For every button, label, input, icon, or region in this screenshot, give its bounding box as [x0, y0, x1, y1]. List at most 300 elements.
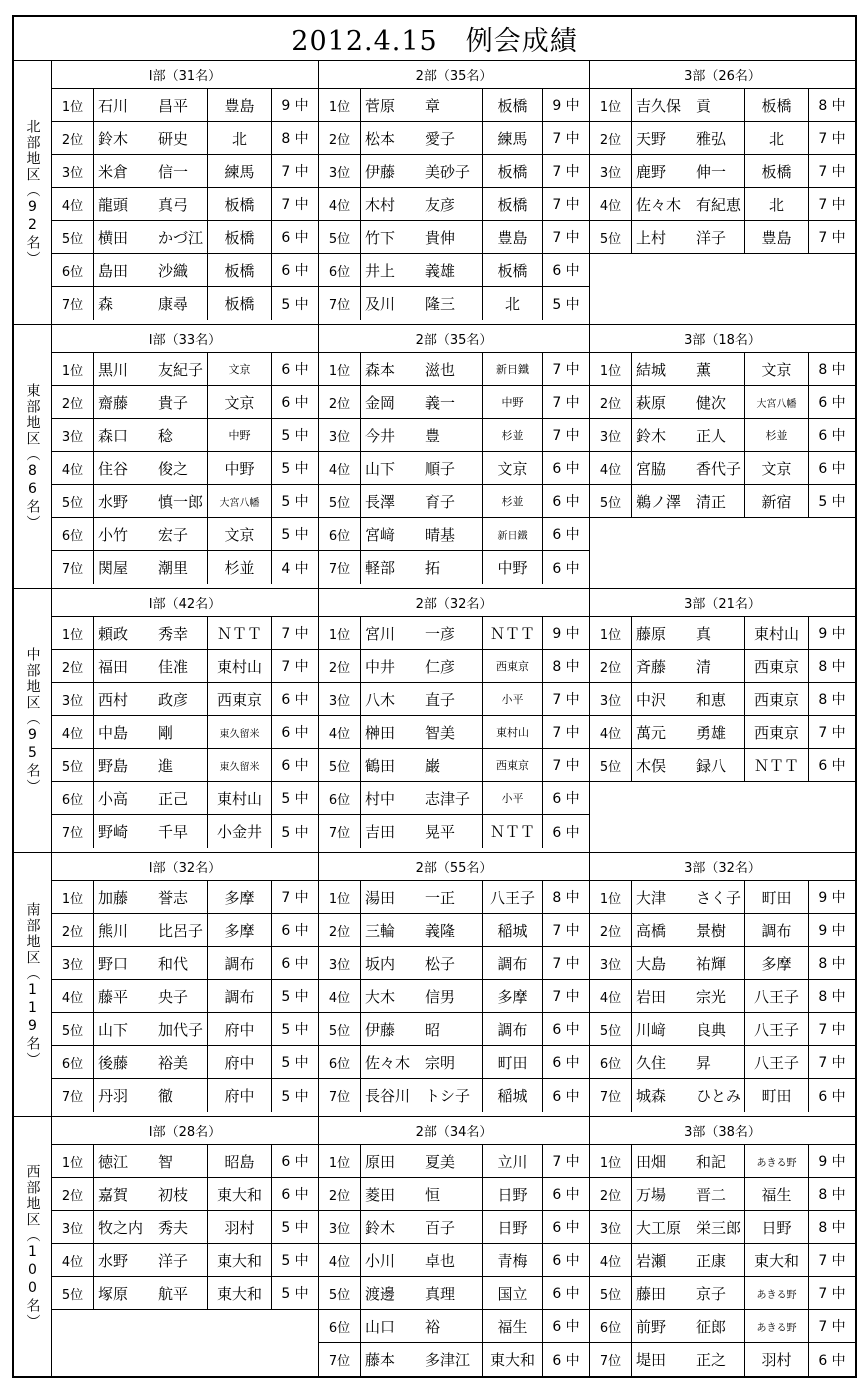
rank-cell: 2位 [590, 1178, 632, 1210]
score-cell: 6 中 [552, 494, 580, 510]
result-row [52, 518, 318, 551]
score-cell: 7 中 [281, 626, 309, 642]
score-cell: 7 中 [818, 131, 846, 147]
club-cell: 日野 [483, 1178, 543, 1210]
rank-cell: 5位 [319, 485, 361, 517]
rank-cell: 2位 [319, 122, 361, 154]
result-row [319, 353, 589, 386]
name-cell: 竹下 貴伸 [361, 221, 483, 253]
club-cell: 文京 [208, 386, 272, 418]
score-cell: 6 中 [552, 1286, 580, 1302]
rank-cell: 2位 [590, 386, 632, 418]
score-cell: 6 中 [552, 461, 580, 477]
division-1 [52, 589, 319, 852]
division-2 [319, 853, 590, 1116]
name-cell: 結城 薫 [632, 353, 745, 385]
result-row [319, 419, 589, 452]
score-cell: 5 中 [281, 1022, 309, 1038]
score-cell: 6 中 [818, 1352, 846, 1369]
score-cell: 8 中 [552, 890, 580, 906]
club-cell: 東大和 [208, 1178, 272, 1210]
division-header: 3部（38名） [590, 1117, 855, 1145]
score-cell: 5 中 [281, 1220, 309, 1236]
club-cell: 文京 [208, 518, 272, 550]
name-cell: 小川 卓也 [361, 1244, 483, 1276]
result-row [319, 947, 589, 980]
result-row [319, 815, 589, 848]
result-row [590, 1046, 855, 1079]
result-row [52, 1046, 318, 1079]
rank-cell: 1位 [590, 617, 632, 649]
rank-cell: 4位 [319, 980, 361, 1012]
rank-cell: 5位 [52, 1013, 94, 1045]
result-row [52, 617, 318, 650]
name-cell: 島田 沙織 [94, 254, 208, 286]
result-row [319, 1211, 589, 1244]
division-3 [590, 853, 855, 1116]
club-cell: 北 [745, 122, 809, 154]
name-cell: 熊川 比呂子 [94, 914, 208, 946]
name-cell: 佐々木 有紀恵 [632, 188, 745, 220]
result-row [319, 551, 589, 584]
result-row [590, 386, 855, 419]
club-cell: 西東京 [483, 749, 543, 781]
score-cell: 7 中 [281, 164, 309, 180]
division-header: 3部（18名） [590, 325, 855, 353]
rank-cell: 2位 [52, 1178, 94, 1210]
result-row [590, 1178, 855, 1211]
club-cell: あきる野 [745, 1310, 809, 1342]
club-cell: ＮＴＴ [745, 749, 809, 781]
rank-cell: 4位 [590, 452, 632, 484]
result-row [52, 1178, 318, 1211]
name-cell: 木俣 録八 [632, 749, 745, 781]
rank-cell: 3位 [319, 155, 361, 187]
rank-cell: 3位 [319, 1211, 361, 1243]
score-cell: 8 中 [818, 98, 846, 114]
rank-cell: 4位 [590, 188, 632, 220]
name-cell: 森 康尋 [94, 287, 208, 320]
rank-cell: 5位 [590, 1277, 632, 1309]
name-cell: 西村 政彦 [94, 683, 208, 715]
result-row [319, 89, 589, 122]
result-row [52, 881, 318, 914]
score-cell: 6 中 [818, 395, 846, 411]
score-cell: 6 中 [552, 1187, 580, 1203]
division-2 [319, 325, 590, 588]
score-cell: 6 中 [281, 758, 309, 774]
name-cell: 住谷 俊之 [94, 452, 208, 484]
division-3 [590, 61, 855, 324]
name-cell: 藤平 央子 [94, 980, 208, 1012]
region-label-text: 西部地区（100名） [24, 1163, 41, 1330]
club-cell: 豊島 [208, 89, 272, 121]
club-cell: 羽村 [745, 1343, 809, 1376]
division-1 [52, 853, 319, 1116]
result-row [590, 881, 855, 914]
club-cell: 福生 [483, 1310, 543, 1342]
club-cell: 中野 [483, 551, 543, 584]
rank-cell: 3位 [52, 1211, 94, 1243]
score-cell: 7 中 [818, 1253, 846, 1269]
region-block [14, 1117, 855, 1376]
score-cell: 6 中 [281, 395, 309, 411]
club-cell: 板橋 [483, 188, 543, 220]
club-cell: 板橋 [745, 155, 809, 187]
club-cell: 大宮八幡 [745, 386, 809, 418]
name-cell: 久住 昇 [632, 1046, 745, 1078]
club-cell: 東村山 [208, 782, 272, 814]
score-cell: 7 中 [552, 197, 580, 213]
score-cell: 7 中 [281, 197, 309, 213]
rank-cell: 3位 [590, 1211, 632, 1243]
result-row [590, 1244, 855, 1277]
score-cell: 7 中 [552, 758, 580, 774]
score-cell: 7 中 [818, 164, 846, 180]
score-cell: 8 中 [818, 1187, 846, 1203]
name-cell: 米倉 信一 [94, 155, 208, 187]
result-row [52, 122, 318, 155]
score-cell: 6 中 [281, 1154, 309, 1170]
club-cell: 稲城 [483, 914, 543, 946]
result-row [590, 221, 855, 254]
result-row [52, 1079, 318, 1112]
club-cell: 板橋 [208, 254, 272, 286]
rank-cell: 1位 [52, 89, 94, 121]
club-cell: 東村山 [483, 716, 543, 748]
club-cell: 昭島 [208, 1145, 272, 1177]
score-cell: 7 中 [552, 164, 580, 180]
name-cell: 天野 雅弘 [632, 122, 745, 154]
result-row [319, 254, 589, 287]
result-row [319, 155, 589, 188]
name-cell: 頼政 秀幸 [94, 617, 208, 649]
result-row [590, 1343, 855, 1376]
score-cell: 9 中 [818, 923, 846, 939]
name-cell: 小竹 宏子 [94, 518, 208, 550]
name-cell: 藤本 多津江 [361, 1343, 483, 1376]
club-cell: 東村山 [208, 650, 272, 682]
result-row [52, 947, 318, 980]
club-cell: 稲城 [483, 1079, 543, 1112]
club-cell: 八王子 [745, 1046, 809, 1078]
score-cell: 8 中 [818, 362, 846, 378]
score-cell: 5 中 [281, 824, 309, 841]
name-cell: 岩瀬 正康 [632, 1244, 745, 1276]
rank-cell: 1位 [319, 1145, 361, 1177]
rank-cell: 3位 [590, 947, 632, 979]
rank-cell: 7位 [319, 1079, 361, 1112]
club-cell: 杉並 [208, 551, 272, 584]
result-row [319, 221, 589, 254]
name-cell: 鹿野 伸一 [632, 155, 745, 187]
result-row [319, 914, 589, 947]
result-row [590, 749, 855, 782]
division-header: Ⅰ部（33名） [52, 325, 318, 353]
club-cell: あきる野 [745, 1145, 809, 1177]
score-cell: 7 中 [552, 362, 580, 378]
club-cell: 町田 [483, 1046, 543, 1078]
result-row [52, 551, 318, 584]
result-row [52, 485, 318, 518]
rank-cell: 2位 [52, 914, 94, 946]
rank-cell: 1位 [319, 89, 361, 121]
name-cell: 川﨑 良典 [632, 1013, 745, 1045]
rank-cell: 3位 [52, 683, 94, 715]
result-row [52, 287, 318, 320]
club-cell: 板橋 [745, 89, 809, 121]
score-cell: 7 中 [552, 989, 580, 1005]
score-cell: 4 中 [281, 560, 309, 577]
score-cell: 5 中 [281, 791, 309, 807]
rank-cell: 4位 [590, 1244, 632, 1276]
score-cell: 7 中 [552, 1154, 580, 1170]
club-cell: 日野 [483, 1211, 543, 1243]
club-cell: 板橋 [483, 155, 543, 187]
club-cell: 多摩 [483, 980, 543, 1012]
result-row [319, 518, 589, 551]
result-row [590, 716, 855, 749]
score-cell: 8 中 [818, 956, 846, 972]
rank-cell: 5位 [319, 749, 361, 781]
rank-cell: 1位 [52, 617, 94, 649]
rank-cell: 4位 [319, 452, 361, 484]
rank-cell: 2位 [319, 386, 361, 418]
division-header: 2部（55名） [319, 853, 589, 881]
name-cell: 徳江 智 [94, 1145, 208, 1177]
score-cell: 5 中 [818, 494, 846, 510]
name-cell: 鈴木 研史 [94, 122, 208, 154]
rank-cell: 3位 [319, 947, 361, 979]
name-cell: 嘉賀 初枝 [94, 1178, 208, 1210]
score-cell: 7 中 [818, 230, 846, 246]
score-cell: 6 中 [552, 1253, 580, 1269]
name-cell: 岩田 宗光 [632, 980, 745, 1012]
result-row [52, 221, 318, 254]
rank-cell: 7位 [52, 287, 94, 320]
division-header: Ⅰ部（28名） [52, 1117, 318, 1145]
club-cell: ＮＴＴ [483, 617, 543, 649]
region-label [14, 589, 52, 852]
name-cell: 鵜ノ澤 清正 [632, 485, 745, 517]
club-cell: 杉並 [483, 485, 543, 517]
rank-cell: 7位 [590, 1079, 632, 1112]
result-row [52, 815, 318, 848]
region-block [14, 325, 855, 589]
score-cell: 9 中 [552, 98, 580, 114]
division-header: Ⅰ部（31名） [52, 61, 318, 89]
club-cell: 調布 [208, 947, 272, 979]
club-cell: 町田 [745, 881, 809, 913]
score-cell: 6 中 [281, 923, 309, 939]
name-cell: 山口 裕 [361, 1310, 483, 1342]
rank-cell: 4位 [319, 716, 361, 748]
club-cell: 新日鐵 [483, 353, 543, 385]
result-row [319, 716, 589, 749]
result-row [319, 617, 589, 650]
score-cell: 6 中 [818, 758, 846, 774]
rank-cell: 6位 [52, 1046, 94, 1078]
rank-cell: 5位 [590, 485, 632, 517]
club-cell: 練馬 [208, 155, 272, 187]
result-row [590, 188, 855, 221]
region-label [14, 61, 52, 324]
name-cell: 石川 昌平 [94, 89, 208, 121]
result-row [590, 122, 855, 155]
club-cell: 八王子 [745, 980, 809, 1012]
division-header: 2部（35名） [319, 325, 589, 353]
score-cell: 6 中 [552, 1352, 580, 1369]
score-cell: 8 中 [818, 692, 846, 708]
name-cell: 齋藤 貴子 [94, 386, 208, 418]
result-row [590, 947, 855, 980]
name-cell: 藤原 真 [632, 617, 745, 649]
division-header: 2部（32名） [319, 589, 589, 617]
rank-cell: 6位 [590, 1310, 632, 1342]
division-header: 2部（35名） [319, 61, 589, 89]
result-row [590, 1211, 855, 1244]
region-label-text: 中部地区（95名） [24, 646, 41, 795]
club-cell: 文京 [745, 452, 809, 484]
division-3 [590, 589, 855, 852]
result-row [319, 881, 589, 914]
club-cell: 板橋 [208, 287, 272, 320]
score-cell: 7 中 [552, 230, 580, 246]
club-cell: 調布 [483, 1013, 543, 1045]
name-cell: 原田 夏美 [361, 1145, 483, 1177]
name-cell: 黒川 友紀子 [94, 353, 208, 385]
result-row [590, 89, 855, 122]
club-cell: 東大和 [208, 1277, 272, 1309]
score-cell: 7 中 [552, 395, 580, 411]
club-cell: 中野 [208, 419, 272, 451]
result-row [52, 353, 318, 386]
rank-cell: 6位 [319, 1310, 361, 1342]
club-cell: 北 [208, 122, 272, 154]
name-cell: 前野 征郎 [632, 1310, 745, 1342]
name-cell: 山下 加代子 [94, 1013, 208, 1045]
score-cell: 7 中 [552, 725, 580, 741]
rank-cell: 5位 [590, 749, 632, 781]
club-cell: 小金井 [208, 815, 272, 848]
rank-cell: 4位 [52, 188, 94, 220]
result-row [319, 1310, 589, 1343]
rank-cell: 4位 [52, 716, 94, 748]
name-cell: 宮脇 香代子 [632, 452, 745, 484]
rank-cell: 6位 [319, 518, 361, 550]
name-cell: 金岡 義一 [361, 386, 483, 418]
score-cell: 6 中 [552, 560, 580, 577]
score-cell: 9 中 [281, 98, 309, 114]
rank-cell: 5位 [52, 749, 94, 781]
score-cell: 6 中 [818, 428, 846, 444]
name-cell: 萩原 健次 [632, 386, 745, 418]
club-cell: 杉並 [745, 419, 809, 451]
score-cell: 6 中 [552, 791, 580, 807]
result-row [319, 683, 589, 716]
club-cell: 文京 [208, 353, 272, 385]
region-label-text: 北部地区（92名） [24, 118, 41, 267]
name-cell: 三輪 義隆 [361, 914, 483, 946]
result-row [590, 419, 855, 452]
rank-cell: 7位 [52, 1079, 94, 1112]
name-cell: 松本 愛子 [361, 122, 483, 154]
division-3 [590, 1117, 855, 1376]
club-cell: 日野 [745, 1211, 809, 1243]
results-sheet [12, 15, 857, 1378]
rank-cell: 1位 [590, 881, 632, 913]
name-cell: 水野 慎一郎 [94, 485, 208, 517]
division-2 [319, 589, 590, 852]
rank-cell: 4位 [590, 716, 632, 748]
club-cell: 東久留米 [208, 749, 272, 781]
score-cell: 6 中 [552, 1022, 580, 1038]
rank-cell: 3位 [52, 419, 94, 451]
club-cell: 板橋 [483, 254, 543, 286]
score-cell: 7 中 [552, 428, 580, 444]
result-row [319, 650, 589, 683]
rank-cell: 5位 [590, 221, 632, 253]
rank-cell: 5位 [52, 1277, 94, 1309]
rank-cell: 6位 [319, 254, 361, 286]
club-cell: 府中 [208, 1046, 272, 1078]
score-cell: 6 中 [818, 1088, 846, 1105]
result-row [319, 1145, 589, 1178]
club-cell: 調布 [483, 947, 543, 979]
club-cell: 西東京 [745, 650, 809, 682]
score-cell: 5 中 [281, 1253, 309, 1269]
name-cell: 横田 かづ江 [94, 221, 208, 253]
name-cell: 佐々木 宗明 [361, 1046, 483, 1078]
name-cell: 今井 豊 [361, 419, 483, 451]
club-cell: ＮＴＴ [483, 815, 543, 848]
rank-cell: 5位 [319, 221, 361, 253]
name-cell: 宮川 一彦 [361, 617, 483, 649]
score-cell: 7 中 [281, 659, 309, 675]
name-cell: 野島 進 [94, 749, 208, 781]
result-row [590, 485, 855, 518]
rank-cell: 2位 [590, 914, 632, 946]
result-row [590, 650, 855, 683]
region-label-text: 東部地区（86名） [24, 382, 41, 531]
club-cell: 豊島 [483, 221, 543, 253]
name-cell: 鶴田 巌 [361, 749, 483, 781]
rank-cell: 4位 [52, 980, 94, 1012]
division-1 [52, 61, 319, 324]
rank-cell: 6位 [52, 518, 94, 550]
name-cell: 中沢 和恵 [632, 683, 745, 715]
result-row [52, 1211, 318, 1244]
name-cell: 村中 志津子 [361, 782, 483, 814]
rank-cell: 3位 [590, 683, 632, 715]
result-row [52, 782, 318, 815]
rank-cell: 6位 [52, 782, 94, 814]
name-cell: 加藤 誉志 [94, 881, 208, 913]
score-cell: 8 中 [818, 1220, 846, 1236]
name-cell: 関屋 潮里 [94, 551, 208, 584]
score-cell: 5 中 [552, 296, 580, 313]
result-row [590, 155, 855, 188]
rank-cell: 4位 [590, 980, 632, 1012]
club-cell: 西東京 [208, 683, 272, 715]
score-cell: 6 中 [552, 1055, 580, 1071]
result-row [319, 1277, 589, 1310]
name-cell: 坂内 松子 [361, 947, 483, 979]
score-cell: 8 中 [281, 131, 309, 147]
score-cell: 6 中 [281, 230, 309, 246]
name-cell: 福田 佳准 [94, 650, 208, 682]
club-cell: 八王子 [745, 1013, 809, 1045]
